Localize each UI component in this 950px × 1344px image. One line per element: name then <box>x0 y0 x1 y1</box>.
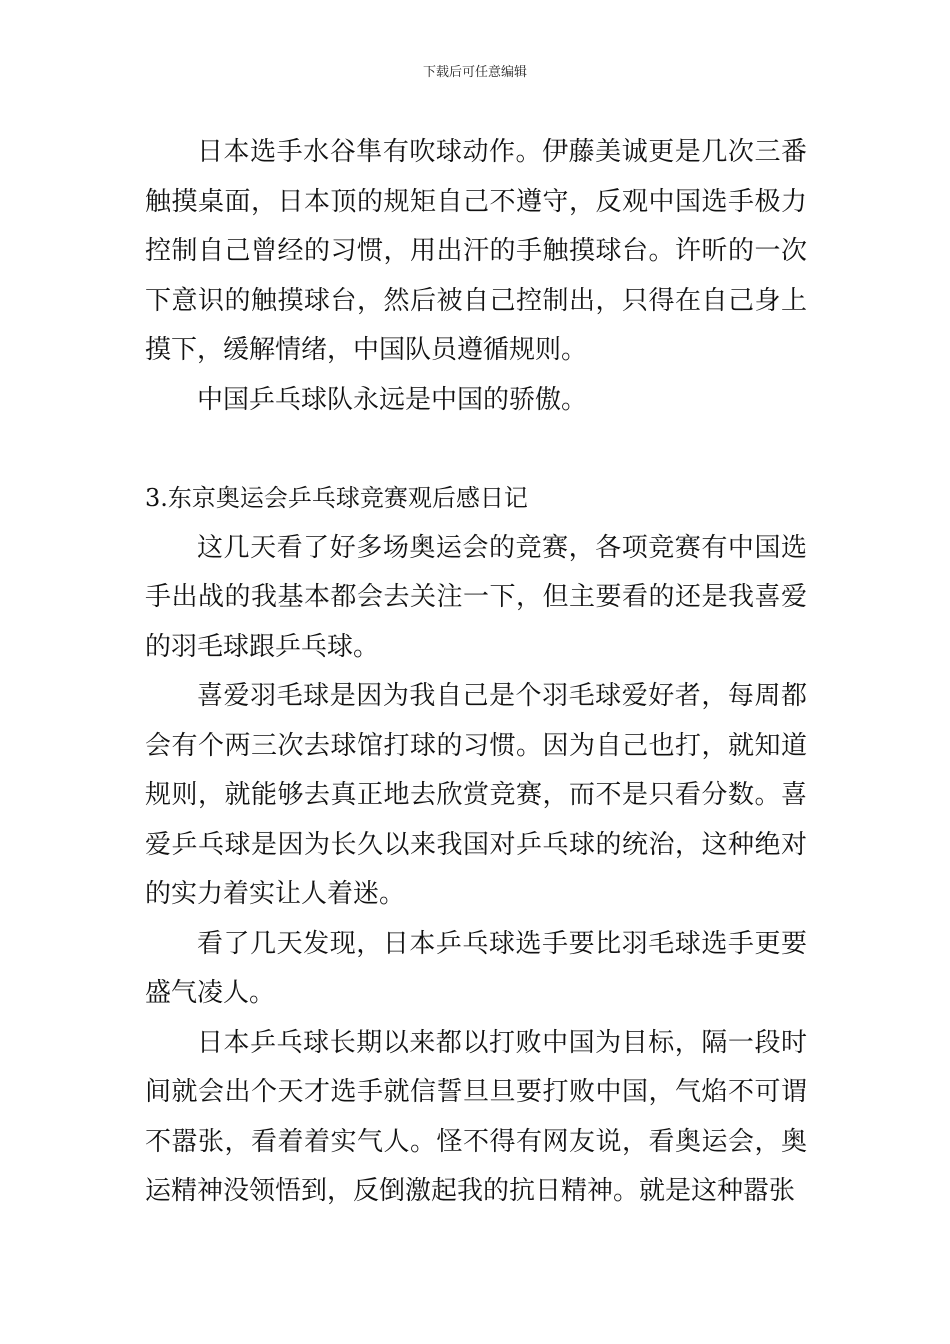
paragraph: 中国乒乓球队永远是中国的骄傲。 <box>197 384 588 415</box>
document-body <box>145 128 807 1217</box>
paragraph: 喜爱羽毛球是因为我自己是个羽毛球爱好者，每周都会有个两三次去球馆打球的习惯。因为自己也打，就知道规则，就能够去真正地去欣赏竞赛，而不是只看分数。喜爱乒乓球是因为长久以来我国对乒乓球的统治，这种绝对的实力着实让人着迷。 <box>145 681 807 909</box>
blank-line <box>145 425 807 474</box>
page-header: 下载后可任意编辑 <box>422 65 527 80</box>
paragraph: 看了几天发现，日本乒乓球选手要比羽毛球选手更要盛气凌人。 <box>145 928 807 1008</box>
paragraph: 日本乒乓球长期以来都以打败中国为目标，隔一段时间就会出个天才选手就信誓旦旦要打败中国，气焰不可谓不嚣张，看着着实气人。怪不得有网友说，看奥运会，奥运精神没领悟到，反倒激起我的抗日精神。就是这种嚣张 <box>145 1027 807 1206</box>
paragraph: 日本选手水谷隼有吹球动作。伊藤美诚更是几次三番触摸桌面，日本顶的规矩自己不遵守，反观中国选手极力控制自己曾经的习惯，用出汗的手触摸球台。许昕的一次下意识的触摸球台，然后被自己控制出，只得在自己身上摸下，缓解情绪，中国队员遵循规则。 <box>145 137 807 365</box>
paragraph: 这几天看了好多场奥运会的竞赛，各项竞赛有中国选手出战的我基本都会去关注一下，但主要看的还是我喜爱的羽毛球跟乒乓球。 <box>145 532 807 662</box>
section-heading: 3.东京奥运会乒乓球竞赛观后感日记 <box>145 484 528 512</box>
